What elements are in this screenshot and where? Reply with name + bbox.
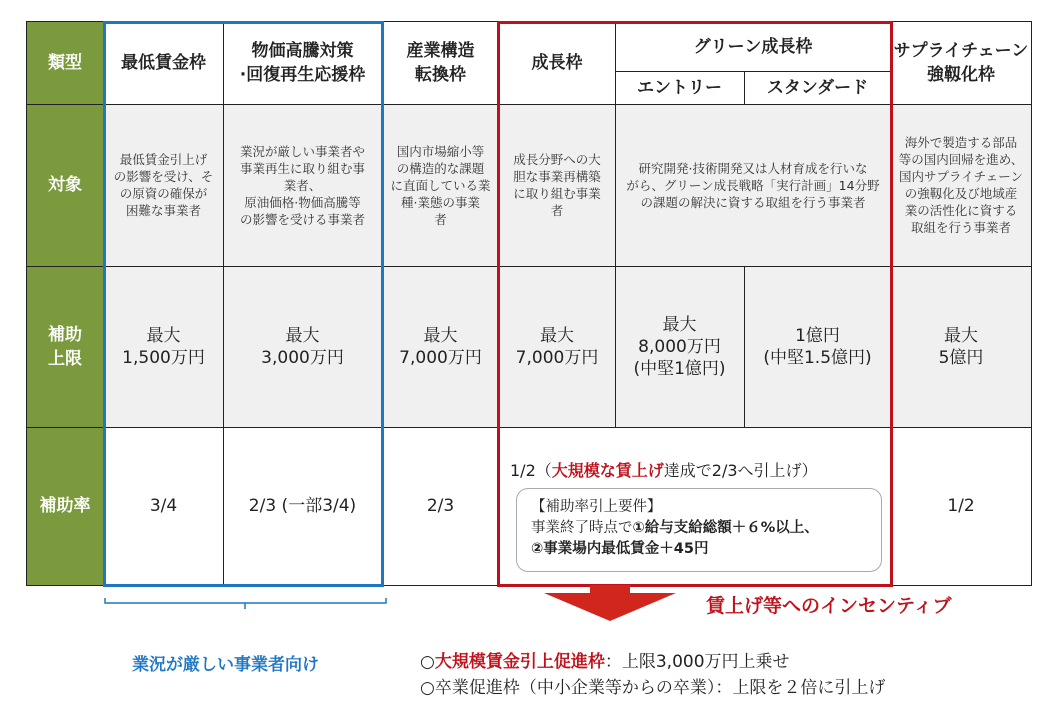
target-seicho-text: 成長分野への大 胆な事業再構築 に取り組む事業 者 [513, 152, 601, 218]
rate-sangyo-text: 2/3 [426, 496, 455, 516]
limit-bukka-text: 最大 3,000万円 [261, 325, 344, 368]
header-entry-text: エントリー [637, 77, 722, 98]
target-sangyo [382, 104, 499, 266]
type-label-text: 類型 [48, 53, 82, 73]
incentive-label: 賃上げ等へのインセンティブ [706, 595, 952, 617]
row-label-rate [26, 427, 104, 585]
limit-supply-text: 最大 5億円 [938, 325, 984, 368]
rate-summary-red: 大規模な賃上げ [551, 461, 664, 480]
limit-label-text: 補助 上限 [48, 324, 82, 369]
header-sangyo-text: 産業構造 転換枠 [406, 41, 475, 85]
header-saitei-text: 最低賃金枠 [121, 53, 206, 73]
target-supply-text: 海外で製造する部品 等の国内回帰を進め、 国内サプライチェーン の強靱化及び地域産 業の活性化に資する 取組を行う事業者 [898, 135, 1024, 235]
target-supply [891, 104, 1031, 266]
header-seicho-text: 成長枠 [531, 53, 583, 73]
rate-supply [891, 427, 1031, 585]
left-footer-label: 業況が厳しい事業者向け [132, 655, 319, 675]
rate-summary-prefix: 1/2（ [510, 461, 552, 480]
header-type-label [26, 22, 104, 104]
blue-highlight-box [103, 21, 384, 587]
rate-label-text: 補助率 [39, 496, 91, 516]
header-supply [891, 22, 1031, 104]
limit-saitei-text: 最大 1,500万円 [122, 325, 205, 368]
limit-entry-text: 最大 8,000万円 (中堅1億円) [633, 314, 726, 379]
target-saitei-text: 最低賃金引上げ の影響を受け、そ の原資の確保が 困難な事業者 [113, 152, 214, 218]
header-supply-text: サプライチェーン 強靱化枠 [893, 41, 1029, 85]
limit-sangyo [382, 266, 499, 427]
rate-saitei-text: 3/4 [149, 496, 178, 516]
target-sangyo-text: 国内市場縮小等 の構造的な課題 に直面している業 種·業態の事業 者 [390, 143, 491, 227]
requirement-line2: ②事業場内最低賃金＋45円 [531, 541, 709, 557]
target-label-text: 対象 [48, 175, 82, 195]
requirement-line1-prefix: 事業終了時点で [531, 520, 633, 536]
target-bukka-text: 業況が厳しい事業者や 事業再生に取り組む事 業者、 原油価格·物価高騰等 の影響を受ける事業者 [239, 143, 365, 227]
row-label-limit [26, 266, 104, 427]
grid-v8 [1031, 21, 1032, 586]
rate-supply-text: 1/2 [947, 496, 975, 516]
header-sangyo [382, 22, 499, 104]
rate-bukka-text: 2/3 (一部3/4) [248, 496, 357, 516]
limit-supply [891, 266, 1031, 427]
header-bukka-text: 物価高騰対策 ·回復再生応援枠 [239, 41, 366, 85]
grid-v0 [26, 21, 27, 586]
rate-sangyo [382, 427, 499, 585]
footer-bullet-2: ○卒業促進枠（中小企業等からの卒業）：上限を２倍に引上げ [420, 678, 886, 698]
limit-seicho-text: 最大 7,000万円 [515, 325, 599, 368]
limit-standard-text: 1億円 (中堅1.5億円) [763, 325, 872, 368]
red-highlight-box [497, 21, 893, 587]
header-standard-text: スタンダード [766, 77, 869, 98]
blue-bracket [104, 596, 388, 612]
footer-bullet-1 [420, 650, 790, 674]
bullet1-red: 大規模賃金引上促進枠 [434, 652, 605, 672]
requirement-line1-bold: ①給与支給総額＋６%以上、 [632, 520, 819, 536]
row-label-target [26, 104, 104, 266]
rate-summary-suffix: 達成で2/3へ引上げ） [663, 461, 818, 480]
red-down-arrow-icon [540, 585, 680, 625]
bullet1-suffix: ：上限3,000万円上乗せ [604, 652, 790, 672]
bullet1-prefix: ○ [420, 652, 435, 672]
header-green-text: グリーン成長枠 [693, 36, 813, 57]
limit-sangyo-text: 最大 7,000万円 [399, 325, 482, 368]
requirement-title: 【補助率引上要件】 [531, 499, 662, 515]
target-green-text: 研究開発·技術開発又は人材育成を行いな がら、グリーン成長戦略「実行計画」14分野 の課題の解決に資する取組を行う事業者 [626, 160, 880, 210]
